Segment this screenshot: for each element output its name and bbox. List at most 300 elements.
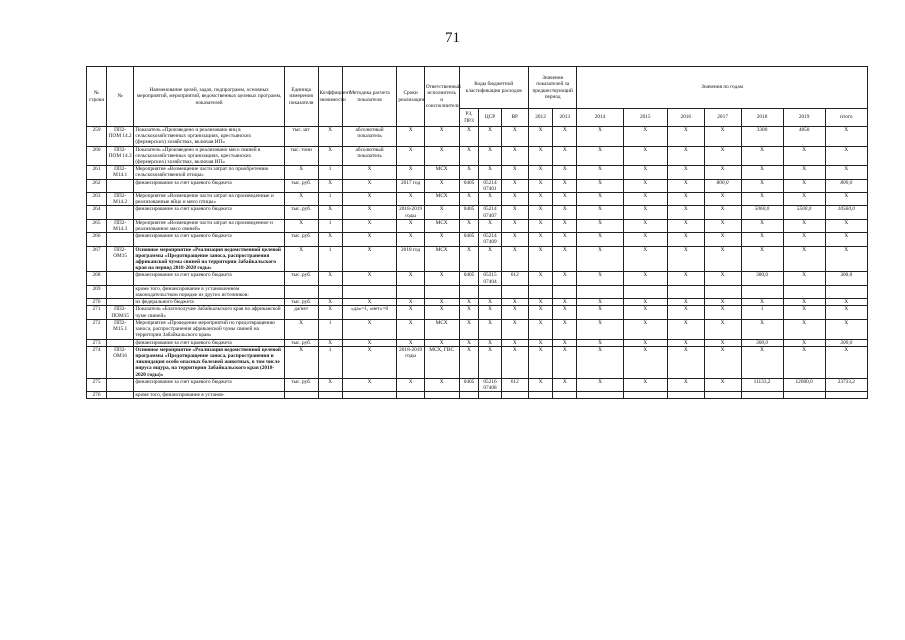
value-cell: X xyxy=(825,219,867,232)
period-cell: X xyxy=(397,272,424,285)
resp-cell: МСХ, ГВС xyxy=(424,346,459,378)
coef-cell: 1 xyxy=(318,219,342,232)
row-number-cell: 272 xyxy=(87,319,107,339)
vr-cell: X xyxy=(501,127,528,147)
coef-cell: X xyxy=(318,299,342,306)
value-cell: X xyxy=(623,219,667,232)
code-cell xyxy=(106,392,133,399)
csr-cell: X xyxy=(479,346,501,378)
vr-cell xyxy=(501,285,528,298)
name-cell: Мероприятие «Возмещение части затрат на произведенные и реализованные яйцо и мясо птицы» xyxy=(134,193,284,206)
value-cell xyxy=(704,392,741,399)
header-row-no: № строки xyxy=(87,67,107,127)
header-csr: ЦСР xyxy=(479,109,501,127)
code-cell xyxy=(106,233,133,246)
csr-cell: 05215 07404 xyxy=(479,272,501,285)
code-cell: ПП2-ПОМ15 xyxy=(106,306,133,319)
value-cell: X xyxy=(577,206,623,219)
table-row xyxy=(87,233,868,246)
csr-cell: X xyxy=(479,339,501,346)
rz-cell: X xyxy=(459,306,479,319)
header-2013: 2013 xyxy=(553,109,577,127)
row-number-cell: 270 xyxy=(87,299,107,306)
value-cell: 800,0 xyxy=(704,179,741,192)
value-cell: X xyxy=(528,272,552,285)
name-cell: Мероприятие «Возмещение части затрат по приобретению сельскохозяйственной птицы» xyxy=(134,166,284,179)
value-cell: X xyxy=(704,346,741,378)
method-cell: X xyxy=(342,319,397,339)
value-cell: X xyxy=(667,127,704,147)
value-cell: X xyxy=(553,339,577,346)
period-cell: 2018-2019 годы xyxy=(397,206,424,219)
value-cell: 300,0 xyxy=(741,272,783,285)
method-cell: абсолютный показатель xyxy=(342,127,397,147)
value-cell: X xyxy=(577,246,623,272)
unit-cell: тыс. тонн xyxy=(284,146,318,166)
value-cell: X xyxy=(667,179,704,192)
coef-cell: 1 xyxy=(318,246,342,272)
coef-cell xyxy=(318,285,342,298)
value-cell: X xyxy=(553,306,577,319)
value-cell: X xyxy=(623,246,667,272)
row-number-cell: 271 xyxy=(87,306,107,319)
row-number-cell: 269 xyxy=(87,285,107,298)
method-cell: X xyxy=(342,166,397,179)
method-cell: X xyxy=(342,233,397,246)
period-cell: X xyxy=(397,319,424,339)
value-cell xyxy=(825,392,867,399)
unit-cell: тыс. руб. xyxy=(284,339,318,346)
value-cell xyxy=(623,285,667,298)
value-cell: X xyxy=(825,146,867,166)
csr-cell: X xyxy=(479,246,501,272)
page-number: 71 xyxy=(445,30,460,46)
resp-cell: X xyxy=(424,206,459,219)
value-cell: X xyxy=(783,193,825,206)
method-cell: абсолютный показатель xyxy=(342,146,397,166)
value-cell: 300,0 xyxy=(741,339,783,346)
period-cell: X xyxy=(397,378,424,391)
value-cell xyxy=(741,392,783,399)
value-cell: X xyxy=(623,206,667,219)
table-row xyxy=(87,146,868,166)
rz-cell: X xyxy=(459,127,479,147)
method-cell xyxy=(342,285,397,298)
value-cell: X xyxy=(528,378,552,391)
name-cell: финансирование за счет краевого бюджета xyxy=(134,206,284,219)
value-cell: X xyxy=(783,233,825,246)
header-total: итого xyxy=(825,109,867,127)
value-cell: X xyxy=(623,272,667,285)
value-cell: X xyxy=(623,319,667,339)
value-cell: X xyxy=(528,233,552,246)
value-cell: X xyxy=(623,146,667,166)
value-cell: X xyxy=(783,339,825,346)
rz-cell: 0405 xyxy=(459,179,479,192)
name-cell: финансирование за счет краевого бюджета xyxy=(134,272,284,285)
value-cell: X xyxy=(667,146,704,166)
period-cell: X xyxy=(397,306,424,319)
row-number-cell: 275 xyxy=(87,378,107,391)
data-table xyxy=(86,66,868,399)
value-cell: 800,0 xyxy=(825,179,867,192)
code-cell: ПП2-ПОМ 14.3 xyxy=(106,146,133,166)
row-number-cell: 261 xyxy=(87,166,107,179)
value-cell: X xyxy=(825,346,867,378)
name-cell: из федерального бюджета xyxy=(134,299,284,306)
value-cell: X xyxy=(825,306,867,319)
value-cell: X xyxy=(667,272,704,285)
value-cell xyxy=(553,392,577,399)
period-cell: X xyxy=(397,233,424,246)
vr-cell: X xyxy=(501,219,528,232)
value-cell: X xyxy=(623,127,667,147)
value-cell: X xyxy=(553,272,577,285)
value-cell: X xyxy=(577,378,623,391)
value-cell: X xyxy=(553,233,577,246)
rz-cell: X xyxy=(459,219,479,232)
value-cell: X xyxy=(553,179,577,192)
vr-cell: X xyxy=(501,179,528,192)
value-cell xyxy=(623,392,667,399)
header-method: Методика расчета показателя xyxy=(342,67,397,127)
value-cell: X xyxy=(667,166,704,179)
value-cell: X xyxy=(528,246,552,272)
value-cell: X xyxy=(783,166,825,179)
table-row xyxy=(87,179,868,192)
value-cell: X xyxy=(704,246,741,272)
value-cell: X xyxy=(577,166,623,179)
value-cell: 10560,0 xyxy=(825,206,867,219)
header-period: Сроки реализации xyxy=(397,67,424,127)
table-row xyxy=(87,378,868,391)
value-cell: X xyxy=(553,299,577,306)
unit-cell: тыс. руб. xyxy=(284,233,318,246)
value-cell: 4850 xyxy=(783,127,825,147)
code-cell xyxy=(106,206,133,219)
method-cell: X xyxy=(342,246,397,272)
value-cell: X xyxy=(528,127,552,147)
csr-cell: X xyxy=(479,219,501,232)
code-cell: ПП2-М15.1 xyxy=(106,319,133,339)
code-cell xyxy=(106,285,133,298)
value-cell: X xyxy=(783,299,825,306)
header-unit: Единица измерения показателя xyxy=(284,67,318,127)
vr-cell: X xyxy=(501,193,528,206)
header-2019: 2019 xyxy=(783,109,825,127)
code-cell: ПП2-ОМ15 xyxy=(106,246,133,272)
value-cell: X xyxy=(783,306,825,319)
resp-cell: МСХ xyxy=(424,166,459,179)
value-cell xyxy=(704,285,741,298)
value-cell: X xyxy=(825,166,867,179)
table-row xyxy=(87,285,868,298)
value-cell: X xyxy=(577,346,623,378)
csr-cell: X xyxy=(479,166,501,179)
value-cell: 5500,0 xyxy=(783,206,825,219)
vr-cell: 612 xyxy=(501,272,528,285)
value-cell: X xyxy=(623,346,667,378)
value-cell: X xyxy=(704,206,741,219)
header-vr: ВР xyxy=(501,109,528,127)
value-cell: X xyxy=(667,246,704,272)
header-resp: Ответственный исполнитель и соисполнители xyxy=(424,67,459,127)
value-cell: X xyxy=(783,219,825,232)
resp-cell: X xyxy=(424,339,459,346)
value-cell xyxy=(783,285,825,298)
csr-cell: X xyxy=(479,319,501,339)
vr-cell: X xyxy=(501,166,528,179)
value-cell: 12600,0 xyxy=(783,378,825,391)
coef-cell: X xyxy=(318,378,342,391)
code-cell xyxy=(106,179,133,192)
vr-cell: X xyxy=(501,306,528,319)
vr-cell: X xyxy=(501,206,528,219)
value-cell: 5060,0 xyxy=(741,206,783,219)
value-cell: X xyxy=(704,193,741,206)
value-cell: X xyxy=(667,219,704,232)
name-cell: кроме того, финансирование в установленном законодательством порядке из других источников: xyxy=(134,285,284,298)
period-cell: X xyxy=(397,339,424,346)
value-cell: X xyxy=(704,233,741,246)
rz-cell xyxy=(459,392,479,399)
value-cell: X xyxy=(704,339,741,346)
value-cell: X xyxy=(528,306,552,319)
value-cell: X xyxy=(577,306,623,319)
value-cell: X xyxy=(623,299,667,306)
value-cell: X xyxy=(741,219,783,232)
csr-cell: X xyxy=(479,146,501,166)
value-cell: X xyxy=(704,219,741,232)
vr-cell: X xyxy=(501,146,528,166)
csr-cell: X xyxy=(479,127,501,147)
value-cell: X xyxy=(577,233,623,246)
value-cell: X xyxy=(528,146,552,166)
header-name: Наименование целей, задач, подпрограмм, основных мероприятий, мероприятий, ведомственных целевых программ, показателей xyxy=(134,67,284,127)
name-cell: Основное мероприятие «Реализация ведомственной целевой программы «Предотвращение заноса, распространения и ликвидация особо опасных болезней животных, в том числе вируса ящура, на территории Забайкальского края (2018-2020 годы)» xyxy=(134,346,284,378)
period-cell xyxy=(397,392,424,399)
value-cell: 3300 xyxy=(741,127,783,147)
rz-cell: X xyxy=(459,193,479,206)
name-cell: финансирование за счет краевого бюджета xyxy=(134,179,284,192)
code-cell: ПП2-М14.2 xyxy=(106,193,133,206)
period-cell: 2017 год xyxy=(397,179,424,192)
csr-cell: X xyxy=(479,193,501,206)
value-cell: X xyxy=(577,319,623,339)
table-row xyxy=(87,206,868,219)
value-cell: X xyxy=(623,179,667,192)
coef-cell: X xyxy=(318,206,342,219)
code-cell: ПП2-ПОМ 14.2 xyxy=(106,127,133,147)
period-cell: X xyxy=(397,219,424,232)
vr-cell: X xyxy=(501,233,528,246)
coef-cell: X xyxy=(318,306,342,319)
value-cell: X xyxy=(577,272,623,285)
value-cell: X xyxy=(704,319,741,339)
value-cell: X xyxy=(704,166,741,179)
value-cell xyxy=(783,392,825,399)
period-cell: X xyxy=(397,127,424,147)
row-number-cell: 264 xyxy=(87,206,107,219)
value-cell: X xyxy=(553,319,577,339)
value-cell: X xyxy=(667,378,704,391)
value-cell xyxy=(528,392,552,399)
unit-cell: тыс. руб. xyxy=(284,272,318,285)
csr-cell: X xyxy=(479,306,501,319)
csr-cell: X xyxy=(479,299,501,306)
resp-cell xyxy=(424,285,459,298)
header-2012: 2012 xyxy=(528,109,552,127)
method-cell: X xyxy=(342,299,397,306)
value-cell: 300,0 xyxy=(825,272,867,285)
name-cell: Показатель «Благополучие Забайкальского края по африканской чуме свиней» xyxy=(134,306,284,319)
header-rz: РЗ, ПРЗ xyxy=(459,109,479,127)
header-num: № xyxy=(106,67,133,127)
unit-cell: X xyxy=(284,319,318,339)
row-number-cell: 259 xyxy=(87,127,107,147)
unit-cell: тыс. руб. xyxy=(284,299,318,306)
value-cell: X xyxy=(553,378,577,391)
vr-cell: X xyxy=(501,299,528,306)
resp-cell: X xyxy=(424,179,459,192)
row-number-cell: 263 xyxy=(87,193,107,206)
csr-cell xyxy=(479,392,501,399)
header-coef: Коэффициент значимости xyxy=(318,67,342,127)
coef-cell: X xyxy=(318,127,342,147)
unit-cell: X xyxy=(284,246,318,272)
value-cell: X xyxy=(825,246,867,272)
code-cell xyxy=(106,299,133,306)
name-cell: финансирование за счет краевого бюджета xyxy=(134,233,284,246)
value-cell: X xyxy=(741,233,783,246)
name-cell: финансирование за счет краевого бюджета xyxy=(134,339,284,346)
value-cell xyxy=(667,392,704,399)
rz-cell: X xyxy=(459,299,479,306)
vr-cell: X xyxy=(501,346,528,378)
name-cell: финансирование за счет краевого бюджета xyxy=(134,378,284,391)
vr-cell: 612 xyxy=(501,378,528,391)
row-number-cell: 265 xyxy=(87,219,107,232)
value-cell: X xyxy=(704,127,741,147)
coef-cell: 1 xyxy=(318,346,342,378)
value-cell: X xyxy=(577,179,623,192)
coef-cell: 1 xyxy=(318,193,342,206)
method-cell: X xyxy=(342,378,397,391)
value-cell xyxy=(577,285,623,298)
value-cell: X xyxy=(528,179,552,192)
value-cell: X xyxy=(577,219,623,232)
value-cell: X xyxy=(553,127,577,147)
row-number-cell: 273 xyxy=(87,339,107,346)
rz-cell: X xyxy=(459,339,479,346)
name-cell: кроме того, финансирование в установ- xyxy=(134,392,284,399)
method-cell: «да»=1, «нет»=0 xyxy=(342,306,397,319)
value-cell: X xyxy=(825,127,867,147)
value-cell: X xyxy=(741,299,783,306)
value-cell: X xyxy=(704,146,741,166)
value-cell: X xyxy=(741,246,783,272)
method-cell: X xyxy=(342,272,397,285)
value-cell: X xyxy=(623,306,667,319)
unit-cell: да/нет xyxy=(284,306,318,319)
period-cell: X xyxy=(397,146,424,166)
row-number-cell: 262 xyxy=(87,179,107,192)
value-cell: X xyxy=(825,193,867,206)
rz-cell: X xyxy=(459,346,479,378)
name-cell: Мероприятие «Проведение мероприятий по предотвращению заноса, распространения африканской чумы свиней на территории Забайкальского края» xyxy=(134,319,284,339)
coef-cell: 1 xyxy=(318,166,342,179)
value-cell: X xyxy=(623,339,667,346)
name-cell: Мероприятие «Возмещение части затрат на произведенное и реализованное мясо свиней» xyxy=(134,219,284,232)
value-cell: X xyxy=(528,346,552,378)
value-cell: 300,0 xyxy=(825,339,867,346)
coef-cell xyxy=(318,392,342,399)
method-cell: X xyxy=(342,219,397,232)
csr-cell: 05214 07409 xyxy=(479,233,501,246)
value-cell: X xyxy=(783,179,825,192)
value-cell: X xyxy=(741,166,783,179)
value-cell: X xyxy=(577,146,623,166)
value-cell: X xyxy=(553,166,577,179)
value-cell: X xyxy=(553,219,577,232)
method-cell xyxy=(342,392,397,399)
header-2017: 2017 xyxy=(704,109,741,127)
value-cell: X xyxy=(577,299,623,306)
resp-cell: X xyxy=(424,378,459,391)
value-cell: X xyxy=(623,193,667,206)
value-cell: X xyxy=(528,219,552,232)
value-cell: X xyxy=(623,378,667,391)
unit-cell: X xyxy=(284,219,318,232)
value-cell: X xyxy=(553,206,577,219)
value-cell: X xyxy=(741,346,783,378)
table-row xyxy=(87,246,868,272)
coef-cell: X xyxy=(318,272,342,285)
csr-cell: 05214 07401 xyxy=(479,179,501,192)
value-cell: X xyxy=(623,166,667,179)
resp-cell: МСХ xyxy=(424,246,459,272)
vr-cell xyxy=(501,392,528,399)
value-cell xyxy=(825,285,867,298)
method-cell: X xyxy=(342,179,397,192)
table-row xyxy=(87,319,868,339)
rz-cell: X xyxy=(459,246,479,272)
value-cell xyxy=(528,285,552,298)
value-cell: X xyxy=(667,339,704,346)
table-row xyxy=(87,346,868,378)
period-cell: 2018 год xyxy=(397,246,424,272)
rz-cell: 0405 xyxy=(459,233,479,246)
value-cell: X xyxy=(667,299,704,306)
value-cell: X xyxy=(528,299,552,306)
value-cell: X xyxy=(825,233,867,246)
csr-cell: 05216 07408 xyxy=(479,378,501,391)
csr-cell: 05214 07407 xyxy=(479,206,501,219)
unit-cell: X xyxy=(284,346,318,378)
value-cell: X xyxy=(577,127,623,147)
header-codes: Коды бюджетной классификации расходов xyxy=(459,67,528,109)
rz-cell: 0405 xyxy=(459,206,479,219)
header-2016: 2016 xyxy=(667,109,704,127)
value-cell: X xyxy=(667,206,704,219)
value-cell: X xyxy=(623,233,667,246)
value-cell: X xyxy=(704,306,741,319)
rz-cell: 0405 xyxy=(459,272,479,285)
period-cell: X xyxy=(397,193,424,206)
header-prev: Значения показателей за предшествующий период xyxy=(528,67,576,109)
value-cell xyxy=(553,285,577,298)
resp-cell: X xyxy=(424,299,459,306)
